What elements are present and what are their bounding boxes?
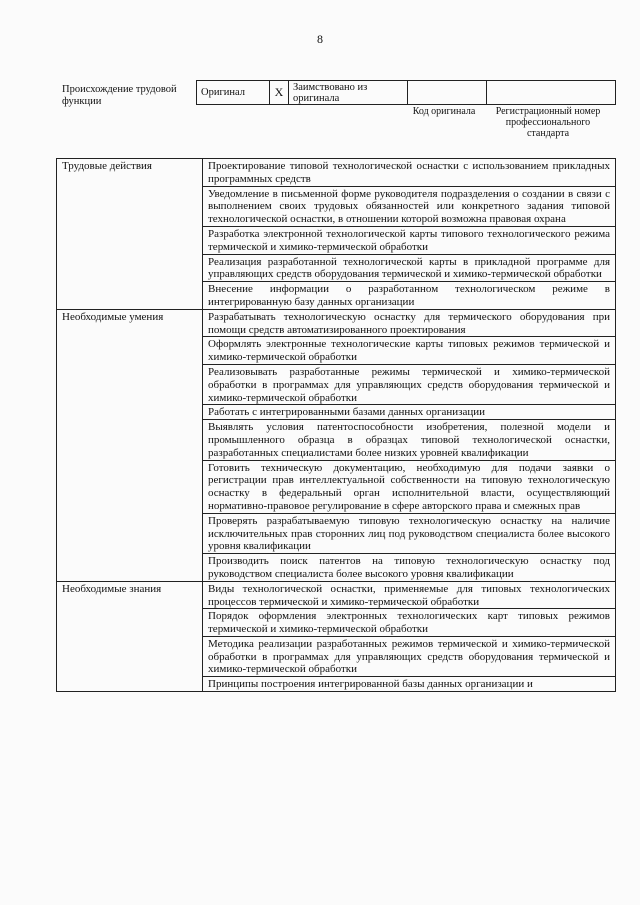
section-title: Трудовые действия <box>57 159 203 310</box>
section-item: Готовить техническую документацию, необходимую для подачи заявки о регистрации прав интеллектуальной собственности на типовую технологическую оснастку в федеральный орган исполнительной власти, осуществляющий нормативно-правовое регулирование в сфере авторского права и смежных прав <box>203 460 616 513</box>
section-item: Методика реализации разработанных режимов термической и химико-термической обработки в программах для управляющих средств оборудования термической и химико-термической обработки <box>203 636 616 676</box>
original-mark: X <box>270 81 289 105</box>
code-cell <box>408 81 487 105</box>
page-number: 8 <box>317 32 323 46</box>
section-item: Оформлять электронные технологические карты типовых режимов термической и химико-термической обработки <box>203 337 616 365</box>
borrowed-cell: Заимствовано из оригинала <box>289 81 408 105</box>
original-cell: Оригинал <box>197 81 270 105</box>
section-item: Внесение информации о разработанном технологическом режиме в интегрированную базу данных организации <box>203 282 616 310</box>
section-item: Виды технологической оснастки, применяемые для типовых технологических процессов термической и химико-термической обработки <box>203 581 616 609</box>
section-item: Порядок оформления электронных технологических карт типовых режимов термической и химико-термической обработки <box>203 609 616 637</box>
section-title: Необходимые умения <box>57 309 203 581</box>
section-item: Работать с интегрированными базами данных организации <box>203 405 616 420</box>
section-item: Проектирование типовой технологической оснастки с использованием прикладных программных средств <box>203 159 616 187</box>
code-caption: Код оригинала <box>412 106 476 117</box>
section-item: Производить поиск патентов на типовую технологическую оснастку под руководством специалиста более высокого уровня квалификации <box>203 554 616 582</box>
origin-label: Происхождение трудовой функции <box>62 84 177 107</box>
table-row <box>57 309 616 337</box>
table-row <box>57 159 616 187</box>
reg-number-cell <box>487 81 616 105</box>
functions-table <box>56 158 616 692</box>
section-item: Реализация разработанной технологической карты в прикладной программе для управляющих средств оборудования термической и химико-термической обработки <box>203 254 616 282</box>
section-item: Проверять разрабатываемую типовую технологическую оснастку на наличие исключительных прав сторонних лиц под руководством специалиста более высокого уровня квалификации <box>203 513 616 553</box>
section-item: Реализовывать разработанные режимы термической и химико-термической обработки в программах для управляющих средств оборудования термической и химико-термической обработки <box>203 364 616 404</box>
section-item: Уведомление в письменной форме руководителя подразделения о создании в связи с выполнением своих трудовых обязанностей или конкретного задания типовой технологической оснастки, в отношении которой возможна правовая охрана <box>203 186 616 226</box>
section-title: Необходимые знания <box>57 581 203 691</box>
origin-table <box>196 80 616 105</box>
section-item: Принципы построения интегрированной базы данных организации и <box>203 677 616 692</box>
reg-number-caption: Регистрационный номер профессионального стандарта <box>495 106 601 139</box>
section-item: Выявлять условия патентоспособности изобретения, полезной модели и промышленного образца в образцах типовой технологической оснастки, разработанных специалистами более низких уровней квалификации <box>203 420 616 460</box>
section-item: Разрабатывать технологическую оснастку для термического оборудования при помощи средств автоматизированного проектирования <box>203 309 616 337</box>
section-item: Разработка электронной технологической карты типового технологического режима термической и химико-термической обработки <box>203 226 616 254</box>
table-row <box>57 581 616 609</box>
